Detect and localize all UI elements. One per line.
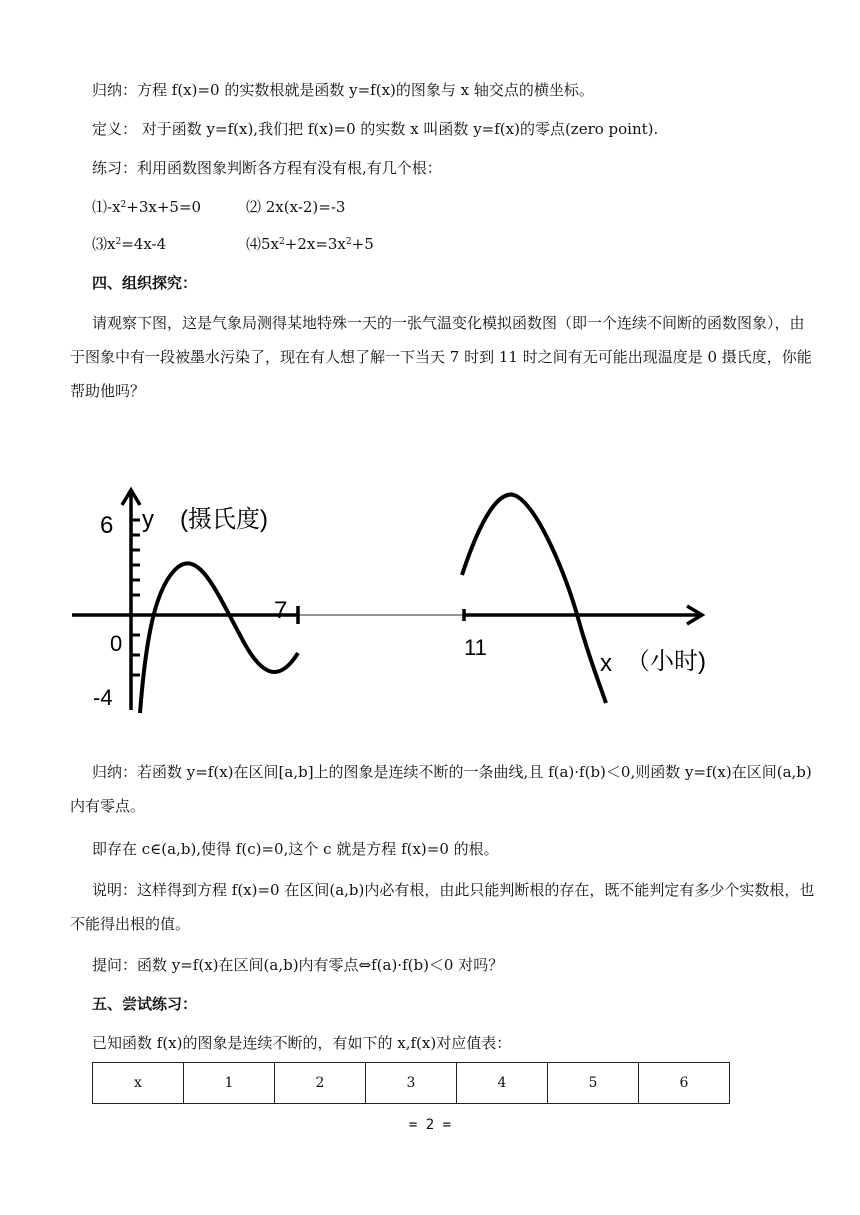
y-axis-label: y (142, 506, 154, 533)
existence-statement: 即存在 c∈(a,b),使得 f(c)=0,这个 c 就是方程 f(x)=0 的根。 (92, 840, 499, 858)
explanation-paragraph: 说明：这样得到方程 f(x)=0 在区间(a,b)内必有根，由此只能判断根的存在，既不能判定有多少个实数根，也不能得出根的值。 (70, 881, 815, 933)
origin-label: 0 (110, 631, 123, 656)
y-axis-unit: (摄氏度) (180, 506, 268, 533)
table-cell: x (93, 1063, 184, 1104)
temperature-graph (60, 475, 800, 720)
page-number: = 2 = (408, 1117, 452, 1133)
x-tick-label-11: 11 (464, 635, 487, 660)
x-axis-label: x (600, 650, 612, 677)
table-cell: 1 (184, 1063, 275, 1104)
table-cell: 4 (457, 1063, 548, 1104)
question-paragraph: 提问：函数 y=f(x)在区间(a,b)内有零点⇔f(a)·f(b)＜0 对吗？ (92, 956, 504, 974)
theorem-paragraph: 归纳：若函数 y=f(x)在区间[a,b]上的图象是连续不断的一条曲线,且 f(a)·f(b)＜0,则函数 y=f(x)在区间(a,b)内有零点。 (70, 763, 812, 815)
x-axis-unit: （小时) (626, 648, 706, 675)
exercise-3: $⑶x^2=4x-4$ (92, 235, 167, 253)
y-tick-label-6: 6 (100, 512, 114, 539)
y-tick-label-neg4: -4 (93, 685, 113, 710)
temperature-function-figure (60, 475, 800, 720)
table-row (93, 1063, 730, 1104)
exercise-4: $⑷5x^2+2x=3x^2+5$ (246, 235, 374, 253)
x-tick-label-7: 7 (274, 597, 288, 624)
temperature-curve-right (462, 495, 606, 703)
values-table (92, 1062, 730, 1104)
table-cell: 3 (366, 1063, 457, 1104)
temperature-curve-left (140, 563, 298, 713)
table-cell: 6 (639, 1063, 730, 1104)
exercise-2: ⑵ 2x(x-2)=-3 (246, 198, 346, 216)
table-cell: 5 (548, 1063, 639, 1104)
exercise-prompt: 练习：利用函数图象判断各方程有没有根,有几个根： (92, 159, 442, 177)
zero-point-definition: 定义： 对于函数 y=f(x),我们把 f(x)=0 的实数 x 叫函数 y=f(x)的零点(zero point). (92, 120, 659, 138)
summary-roots-paragraph: 归纳：方程 f(x)=0 的实数根就是函数 y=f(x)的图象与 x 轴交点的横坐标。 (92, 81, 594, 99)
exploration-paragraph: 请观察下图，这是气象局测得某地特殊一天的一张气温变化模拟函数图（即一个连续不间断的函数图象），由于图象中有一段被墨水污染了，现在有人想了解一下当天 7 时到 11 时之间有无可能出现温度是 0 摄氏度，你能帮助他吗？ (70, 314, 812, 400)
table-cell: 2 (275, 1063, 366, 1104)
table-intro: 已知函数 f(x)的图象是连续不断的，有如下的 x,f(x)对应值表： (92, 1034, 512, 1052)
section-5-heading: 五、尝试练习： (92, 995, 198, 1013)
section-4-heading: 四、组织探究： (92, 274, 198, 292)
exercise-1: $⑴-x^2+3x+5=0$ (92, 198, 202, 216)
